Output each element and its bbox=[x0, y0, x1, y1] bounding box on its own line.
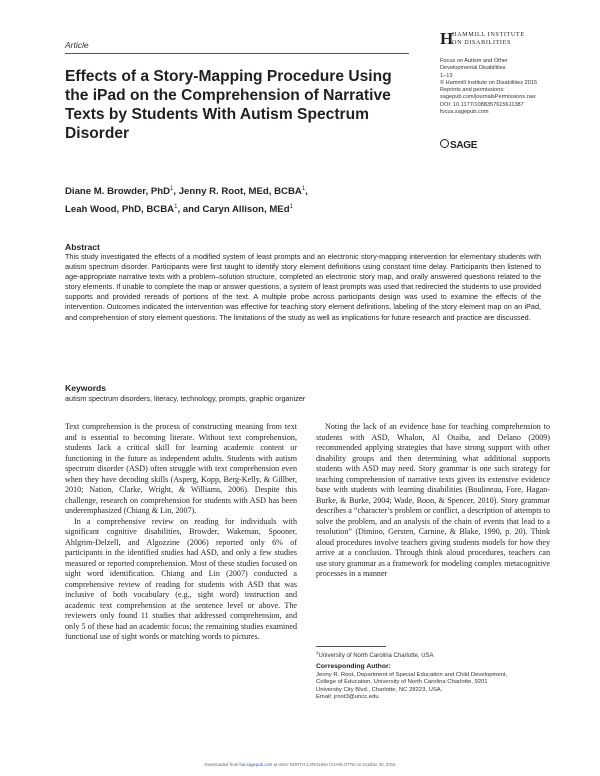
abstract-text: This study investigated the effects of a modified system of least prompts and an electronic story-mapping intervention for elementary students with autism spectrum disorder. Participants were first taught to identify story element definitions using constant time delay. Participants then listened to age-appropriate narrative texts with a problem–solution structure, completed an electronic story map, and orally answered questions related to the story elements. If unable to complete the map or answer questions, a system of least prompts was used that redirected the students to use provided supports and provided rereads of portions of the text. A multiple probe across participants design was used to examine the effects of the intervention. Outcomes indicated the intervention was effective for teaching story element definitions, labeling of the story element map on an iPad, and comprehension of story element questions. The limitations of the study as well as implications for future research and practice are discussed. bbox=[65, 252, 541, 322]
author-separator: , and bbox=[177, 203, 203, 215]
author-affiliation-marker: 1 bbox=[170, 186, 174, 192]
correspondence-line: Jenny R. Root, Department of Special Education and Child Development, bbox=[316, 672, 508, 678]
sage-logo bbox=[440, 139, 477, 151]
download-link[interactable]: foa.sagepub.com bbox=[239, 762, 273, 767]
journal-name-line2: Developmental Disabilities bbox=[440, 65, 506, 72]
corresponding-author-details bbox=[316, 672, 550, 701]
affiliation-text: University of North Carolina Charlotte, USA bbox=[318, 653, 434, 659]
journal-metadata bbox=[440, 58, 570, 116]
reprints-link[interactable]: sagepub.com/journalsPermissions.nav bbox=[440, 94, 536, 101]
correspondence-line: College of Education, University of North Carolina Charlotte, 9201 bbox=[316, 679, 488, 686]
sage-logo-text: SAGE bbox=[450, 140, 478, 151]
abstract-heading: Abstract bbox=[65, 242, 100, 252]
copyright: © Hammill Institute on Disabilities 2015 bbox=[440, 79, 538, 86]
keywords-heading: Keywords bbox=[65, 383, 107, 393]
author-name: Leah Wood, PhD, BCBA bbox=[65, 203, 175, 215]
header-rule bbox=[65, 53, 409, 54]
affiliation-footnote bbox=[316, 650, 550, 659]
logo-mark: H bbox=[440, 29, 454, 48]
logo-text-line2: ON DISABILITIES bbox=[452, 39, 512, 46]
keywords-text: autism spectrum disorders, literacy, technology, prompts, graphic organizer bbox=[65, 394, 306, 403]
author-list bbox=[65, 182, 405, 217]
article-type-label: Article bbox=[65, 40, 89, 50]
journal-name-line1: Focus on Autism and Other bbox=[440, 58, 508, 64]
footnote-rule bbox=[316, 646, 386, 647]
article-title: Effects of a Story-Mapping Procedure Using the iPad on the Comprehension of Narrative Texts by Students With Autism Spectrum Disorder bbox=[65, 68, 392, 142]
reprints-label: Reprints and permissions: bbox=[440, 87, 505, 94]
publisher-logo bbox=[440, 30, 560, 52]
author-affiliation-marker: 1 bbox=[289, 203, 293, 210]
download-prefix: Downloaded from bbox=[204, 762, 240, 767]
author-name: Caryn Allison, MEd bbox=[202, 203, 290, 215]
body-paragraph: Noting the lack of an evidence base for teaching comprehension to students with ASD, Whalon, Al Otaiba, and Delano (2009) recommended applying strategies that have strong support with other disability groups and then determining what additional supports students with ASD may need. Story grammar is one such strategy for teaching comprehension of narrative texts given its extensive evidence base with students with learning disabilities (Boulineau, Fore, Hagan-Burke, & Burke, 2004; Wade, Boon, & Spencer, 2010). Story grammar describes a “character’s problem or conflict, a description of attempts to solve the problem, and an analysis of the chain of events that lead to a resolution” (Dimino, Gersten, Carnine, & Blake, 1990, p. 20). Think aloud procedures involve teachers giving students models for how they arrive at a conclusion. Through think aloud procedures, teachers can use story grammar as a framework for modeling complex metacognitive processes in a manner bbox=[316, 422, 550, 578]
body-column-left bbox=[65, 422, 297, 643]
body-column-right bbox=[316, 422, 550, 580]
author-separator: , bbox=[305, 186, 308, 198]
body-paragraph: In a comprehensive review on reading for individuals with significant cognitive disabilities, Browder, Wakeman, Spooner, Ahlgrim-Delzell, and Algozzine (2006) reported only 6% of participants in the identified studies had ASD, and only a few studies measured or reported comprehension. Most of these studies focused on sight word identification. Chiang and Lin (2007) conducted a comprehensive review of reading for students with ASD that was inclusive of both vocabulary (e.g., sight word) instruction and academic text comprehension at the sentence level or above. The reviewers only found 11 studies that addressed comprehension, and only 5 of these had an academic focus; the remaining studies examined functional use of sight words or matching words to pictures. bbox=[65, 516, 297, 641]
page-range: 1–13 bbox=[440, 72, 453, 79]
author-affiliation-marker: 1 bbox=[174, 203, 178, 210]
correspondence-email[interactable]: Email: jroot3@uncc.edu bbox=[316, 693, 379, 700]
doi[interactable]: DOI: 10.1177/1088357615611387 bbox=[440, 101, 524, 108]
author-separator: , bbox=[173, 186, 179, 198]
author-affiliation-marker: 1 bbox=[301, 186, 306, 192]
logo-text-line1: HAMMILL INSTITUTE bbox=[452, 31, 525, 38]
body-paragraph: Text comprehension is the process of constructing meaning from text and is essential to becoming literate. Without text comprehension, students lack a critical skill for learning academic content or functioning in the future as independent adults. Students with autism spectrum disorder (ASD) often struggle with text comprehension even when they have decoding skills (Asperg, Kopp, Berg-Kelly, & Gillber, 2010; Nation, Clarke, Wright, & Williams, 2006). Despite this challenge, research on comprehension for students with ASD has been underemphasized (Chiang & Lin, 2007). bbox=[65, 422, 297, 515]
sage-icon bbox=[440, 139, 449, 148]
footnote-marker: 1 bbox=[316, 650, 319, 655]
download-suffix: at UNIV NORTH CAROLINA CHARLOTTE on October 20, 2015 bbox=[272, 762, 396, 767]
author-name: Diane M. Browder, PhD bbox=[65, 186, 171, 198]
correspondence-line: University City Blvd., Charlotte, NC 28223, USA. bbox=[316, 686, 443, 693]
author-name: Jenny R. Root, MEd, BCBA bbox=[178, 186, 302, 198]
download-stamp bbox=[0, 762, 600, 767]
corresponding-author-heading: Corresponding Author: bbox=[316, 663, 391, 670]
journal-site-link[interactable]: focus.sagepub.com bbox=[440, 109, 489, 116]
